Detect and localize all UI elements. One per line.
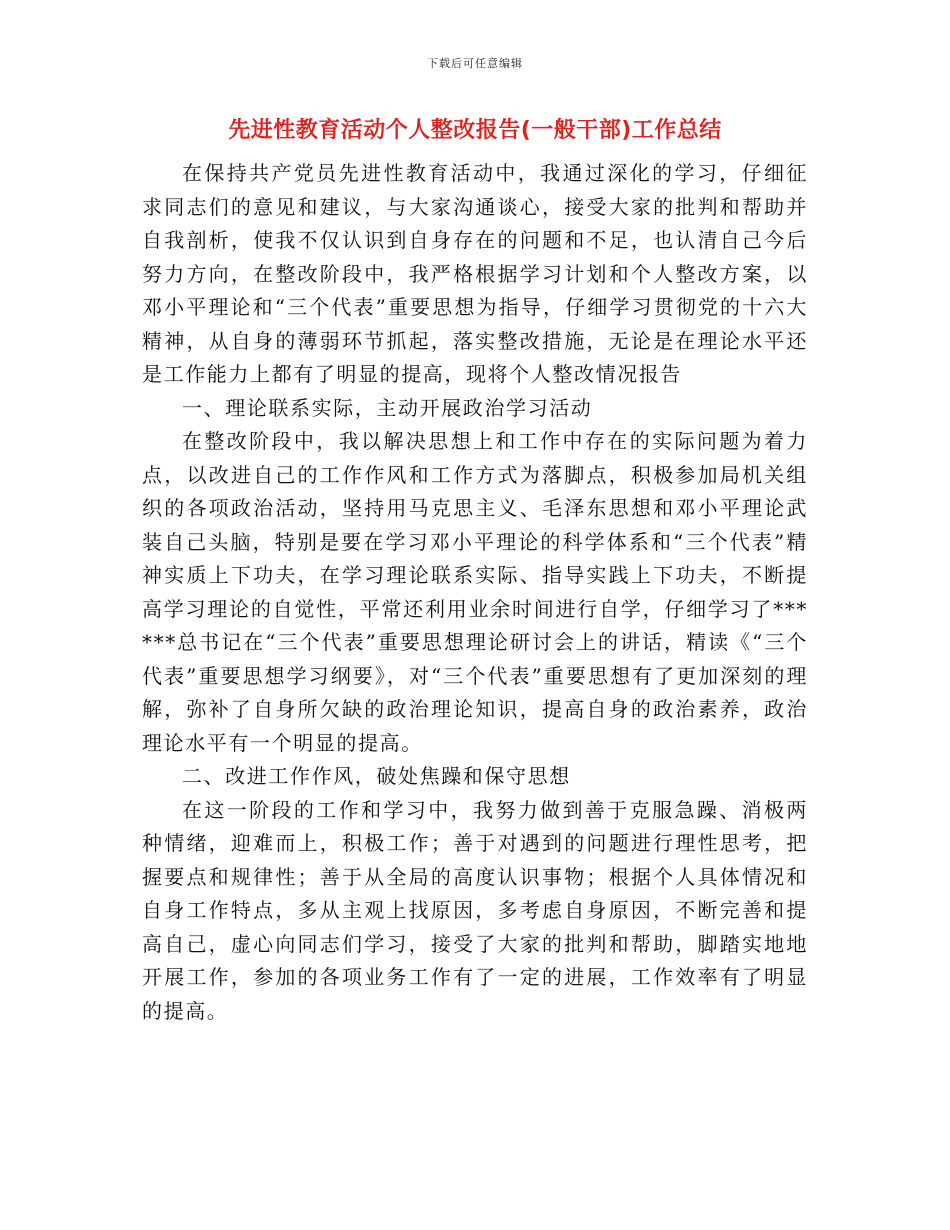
header-note: 下载后可任意编辑 — [427, 57, 523, 70]
section-heading-1: 一、理论联系实际，主动开展政治学习活动 — [182, 395, 593, 420]
section-1-paragraph: 在整改阶段中，我以解决思想上和工作中存在的实际问题为着力点，以改进自己的工作作风和工作方式为落脚点，积极参加局机关组织的各项政治活动，坚持用马克思主义、毛泽东思想和邓小平理论武装自己头脑，特别是要在学习邓小平理论的科学体系和“三个代表”精神实质上下功夫，在学习理论联系实际、指导实践上下功夫，不断提高学习理论的自觉性，平常还利用业余时间进行自学，仔细学习了******总书记在“三个代表”重要思想理论研讨会上的讲话，精读《“三个代表”重要思想学习纲要》，对“三个代表”重要思想有了更加深刻的理解，弥补了自身所欠缺的政治理论知识，提高自身的政治素养，政治理论水平有一个明显的提高。 — [142, 429, 808, 755]
section-heading-2: 二、改进工作作风，破处焦躁和保守思想 — [182, 764, 571, 788]
section-2-paragraph: 在这一阶段的工作和学习中，我努力做到善于克服急躁、消极两种情绪，迎难而上，积极工作；善于对遇到的问题进行理性思考，把握要点和规律性；善于从全局的高度认识事物；根据个人具体情况和自身工作特点，多从主观上找原因，多考虑自身原因，不断完善和提高自己，虚心向同志们学习，接受了大家的批判和帮助，脚踏实地地开展工作，参加的各项业务工作有了一定的进展，工作效率有了明显的提高。 — [142, 797, 808, 1023]
document-body — [142, 157, 808, 1028]
document-title: 先进性教育活动个人整改报告(一般干部)工作总结 — [228, 118, 722, 143]
intro-paragraph: 在保持共产党员先进性教育活动中，我通过深化的学习，仔细征求同志们的意见和建议，与大家沟通谈心，接受大家的批判和帮助并自我剖析，使我不仅认识到自身存在的问题和不足，也认清自己今后努力方向，在整改阶段中，我严格根据学习计划和个人整改方案，以邓小平理论和“三个代表”重要思想为指导，仔细学习贯彻党的十六大精神，从自身的薄弱环节抓起，落实整改措施，无论是在理论水平还是工作能力上都有了明显的提高，现将个人整改情况报告 — [142, 161, 808, 386]
